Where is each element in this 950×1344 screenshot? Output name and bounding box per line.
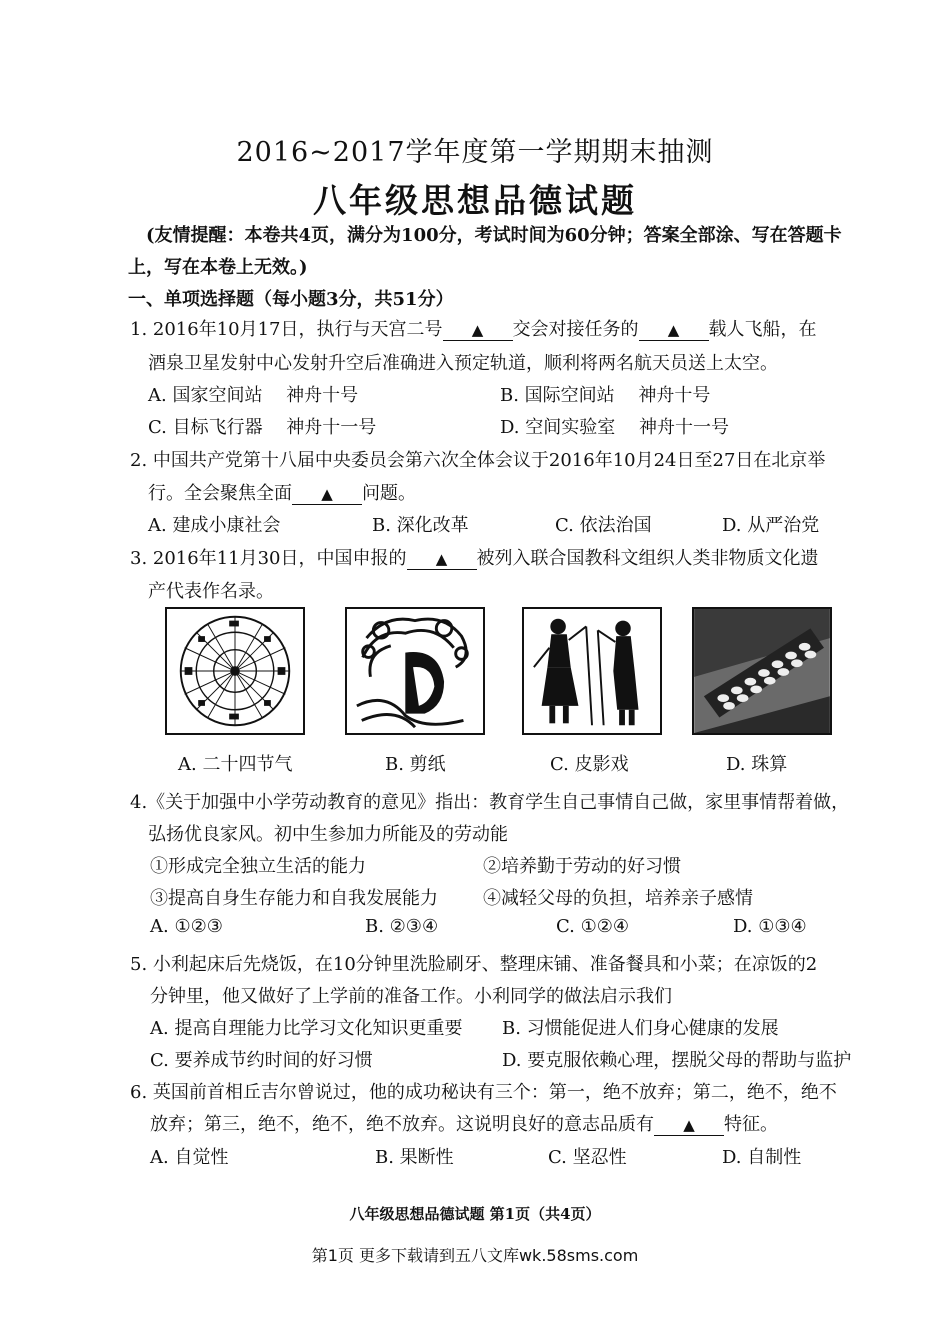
question-6-text-b: 特征。 — [724, 1114, 778, 1135]
question-2-text-b: 问题。 — [362, 483, 416, 504]
solar-terms-image — [165, 607, 305, 735]
question-3-text-a: 3. 2016年11月30日，中国申报的 — [130, 548, 407, 569]
exam-notice: (友情提醒：本卷共4页，满分为100分，考试时间为60分钟；答案全部涂、写在答题卡上，写在本卷上无效。) — [128, 225, 842, 278]
shadow-puppet-image — [522, 607, 662, 735]
answer-blank: ▲ — [407, 549, 477, 570]
question-3-caption-c: C. 皮影戏 — [550, 754, 629, 775]
question-3-caption-d: D. 珠算 — [726, 754, 788, 775]
question-3-caption-a: A. 二十四节气 — [178, 754, 293, 775]
question-5-line-2: 分钟里，他又做好了上学前的准备工作。小利同学的做法启示我们 — [150, 986, 672, 1007]
answer-blank: ▲ — [654, 1115, 724, 1136]
question-2-option-b: B. 深化改革 — [372, 515, 469, 536]
question-4-line-2: 弘扬优良家风。初中生参加力所能及的劳动能 — [148, 824, 508, 845]
question-2-line-2 — [148, 479, 416, 505]
question-5-option-b: B. 习惯能促进人们身心健康的发展 — [502, 1018, 779, 1039]
question-1-text-b: 交会对接任务的 — [512, 319, 639, 340]
question-4-item-3: ③提高自身生存能力和自我发展能力 — [150, 888, 438, 909]
question-6-text-a: 放弃；第三，绝不，绝不，绝不放弃。这说明良好的意志品质有 — [150, 1114, 654, 1135]
question-1-option-a: A. 国家空间站 神舟十号 — [148, 385, 359, 406]
question-4-option-a: A. ①②③ — [150, 916, 223, 937]
question-4-line-1: 4.《关于加强中小学劳动教育的意见》指出：教育学生自己事情自己做，家里事情帮着做， — [130, 792, 850, 813]
answer-blank: ▲ — [639, 320, 709, 341]
question-6-option-c: C. 坚忍性 — [548, 1147, 627, 1168]
question-5-option-d: D. 要克服依赖心理，摆脱父母的帮助与监护 — [502, 1050, 852, 1071]
exam-subtitle: 八年级思想品德试题 — [313, 181, 637, 220]
question-4-option-b: B. ②③④ — [365, 916, 439, 937]
question-4-item-4: ④减轻父母的负担，培养亲子感情 — [483, 888, 753, 909]
question-3-line-2: 产代表作名录。 — [148, 581, 274, 602]
abacus-image — [692, 607, 832, 735]
question-4-option-d: D. ①③④ — [733, 916, 807, 937]
question-6-line-1: 6. 英国前首相丘吉尔曾说过，他的成功秘诀有三个：第一，绝不放弃；第二，绝不，绝不 — [130, 1082, 837, 1103]
page-footer: 八年级思想品德试题 第1页（共4页） — [349, 1205, 601, 1223]
question-3-caption-b: B. 剪纸 — [385, 754, 446, 775]
question-6-option-a: A. 自觉性 — [150, 1147, 229, 1168]
paper-cut-image — [345, 607, 485, 735]
question-2-text-a: 行。全会聚焦全面 — [148, 483, 292, 504]
question-1-text-a: 1. 2016年10月17日，执行与天宫二号 — [130, 319, 443, 340]
question-2-option-c: C. 依法治国 — [555, 515, 652, 536]
question-1-option-d: D. 空间实验室 神舟十一号 — [500, 417, 729, 438]
question-4-option-c: C. ①②④ — [556, 916, 629, 937]
question-6-option-b: B. 果断性 — [375, 1147, 454, 1168]
question-1-line-1 — [130, 315, 817, 341]
question-2-option-a: A. 建成小康社会 — [148, 515, 281, 536]
question-5-option-a: A. 提高自理能力比学习文化知识更重要 — [150, 1018, 463, 1039]
section-title: 一、单项选择题（每小题3分，共51分） — [128, 289, 454, 310]
answer-blank: ▲ — [443, 320, 513, 341]
question-5-line-1: 5. 小利起床后先烧饭，在10分钟里洗脸刷牙、整理床铺、准备餐具和小菜；在凉饭的2 — [130, 954, 818, 975]
question-2-line-1: 2. 中国共产党第十八届中央委员会第六次全体会议于2016年10月24日至27日在北京举 — [130, 450, 826, 471]
source-footer: 第1页 更多下载请到五八文库wk.58sms.com — [311, 1246, 639, 1265]
question-6-line-2 — [150, 1110, 778, 1136]
exam-title: 2016~2017学年度第一学期期末抽测 — [236, 137, 714, 168]
question-1-line-2: 酒泉卫星发射中心发射升空后准确进入预定轨道，顺利将两名航天员送上太空。 — [148, 353, 778, 374]
question-5-option-c: C. 要养成节约时间的好习惯 — [150, 1050, 373, 1071]
answer-blank: ▲ — [292, 484, 362, 505]
question-1-text-c: 载人飞船，在 — [708, 319, 817, 340]
question-1-option-b: B. 国际空间站 神舟十号 — [500, 385, 711, 406]
question-2-option-d: D. 从严治党 — [722, 515, 820, 536]
question-1-option-c: C. 目标飞行器 神舟十一号 — [148, 417, 377, 438]
question-6-option-d: D. 自制性 — [722, 1147, 802, 1168]
question-4-item-1: ①形成完全独立生活的能力 — [150, 856, 366, 877]
question-4-item-2: ②培养勤于劳动的好习惯 — [483, 856, 681, 877]
question-3-text-b: 被列入联合国教科文组织人类非物质文化遗 — [476, 548, 819, 569]
question-3-line-1 — [130, 544, 819, 570]
